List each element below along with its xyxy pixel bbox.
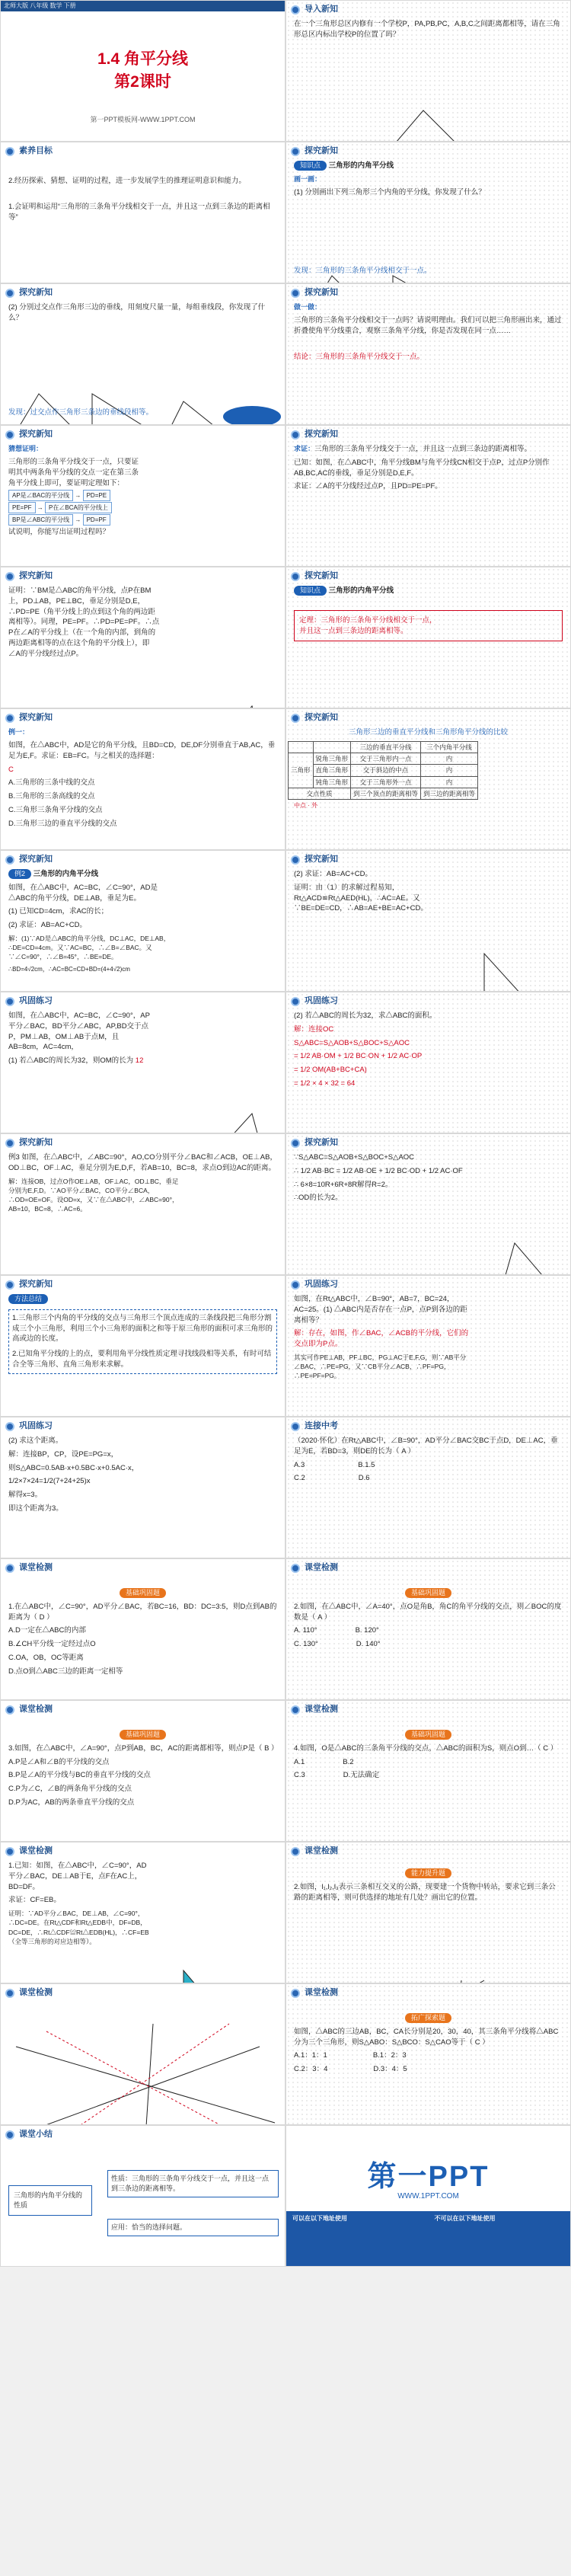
pin-icon	[291, 430, 300, 439]
triangle-figure	[286, 494, 571, 567]
question: 2.如图，l₁,l₂,l₃表示三条相互交叉的公路，现要建一个货物中转站，要求它到三条公路的距离相等，则可供选择的地址有几处？画出它的位置。	[294, 1882, 556, 1902]
slide-header: 课堂检测	[286, 1844, 570, 1859]
pin-icon	[291, 997, 300, 1006]
triangle-figure	[286, 916, 571, 992]
level-badge: 拓广探索题	[405, 2013, 451, 2023]
slide-header: 巩固练习	[286, 994, 570, 1009]
slide-fold	[286, 283, 571, 425]
triangle-figure	[286, 1205, 571, 1275]
cover-subtitle: 第2课时	[114, 73, 171, 91]
speech-bubble: 你能证明这一个结论吗？	[228, 370, 277, 384]
pin-icon	[291, 1564, 300, 1573]
question: （2020·怀化）在Rt△ABC中，∠B=90°，AD平分∠BAC交BC于点D，DE⊥AC，垂足为E，若BD=3，则DE的长为（ A ）	[294, 1437, 558, 1456]
pin-icon	[5, 430, 14, 439]
slide-method	[0, 1275, 286, 1417]
slide-header: 探究新知	[286, 569, 570, 584]
triangle-figure	[286, 1382, 571, 1417]
solution: 解：(1)∵AD是△ABC的角平分线，DC⊥AC，DE⊥AB，∴DE=CD=4cm。又∵AC=BC，∴∠B=∠BAC。又∵∠C=90°，∴∠B=45°，∴BE=DE。	[8, 934, 171, 961]
question: (1) 分别画出下列三角形三个内角的平分线，你发现了什么？	[294, 187, 486, 197]
question: 2.如图，在△ABC中，∠A=40°，点O是角B，角C的角平分线的交点，则∠BOC的度数是（ A ）	[294, 1602, 562, 1622]
slide-header: 探究新知	[1, 852, 285, 868]
pin-icon	[5, 1564, 14, 1573]
option-b: B.三角形的三条高线的交点	[8, 792, 95, 801]
slide-summary	[0, 2125, 286, 2267]
slide-header: 课堂检测	[1, 1844, 285, 1859]
slide-end	[286, 2125, 571, 2267]
solution: 解：连接OB，过点O作OE⊥AB，OF⊥AC，OD⊥BC，垂足分别为E,F,D。∵AO平分∠BAC，CO平分∠BCA，∴OD=OE=OF。设OD=x，又∵在△ABC中，∠ABC=90°，AB=10，BC=8，∴AC=6。	[8, 1177, 179, 1213]
pin-icon	[5, 1280, 14, 1290]
triangle-figure	[1, 1516, 286, 1558]
slide-header: 课堂检测	[286, 1986, 570, 2001]
theorem-line-1: 定理：三角形的三条角平分线相交于一点，	[299, 615, 437, 625]
slide-exam: 连接中考 （2020·怀化）在Rt△ABC中，∠B=90°，AD平分∠BAC交BC于点D，DE⊥AC，垂足为E，若BD=3，则DE的长为（ A ） A.3 B.1.5 C.2 D.6	[286, 1417, 571, 1558]
pin-icon	[5, 997, 14, 1006]
slide-measure	[0, 283, 286, 425]
level-badge: 基础巩固题	[120, 1730, 166, 1740]
level-badge: 基础巩固题	[405, 1588, 451, 1598]
level-badge: 能力提升题	[405, 1868, 451, 1878]
triangle-figure	[1, 539, 286, 567]
option-c: C.三角形三条角平分线的交点	[8, 805, 103, 814]
proof-text: 证明：由（1）的求解过程易知，Rt△ACD≌Rt△AED(HL)，∴AC=AE。又∵BE=DE=CD，∴AB=AE+BE=AC+CD。	[294, 883, 428, 913]
slide-header: 课堂检测	[1, 1561, 285, 1576]
triangle-figure	[1, 1216, 286, 1275]
footer: 可以在以下地址使用 不可以在以下地址使用	[286, 2211, 570, 2267]
table-title: 三角形三边的垂直平分线和三角形角平分线的比较	[348, 728, 508, 737]
slide-header: 巩固练习	[1, 994, 285, 1009]
kp-badge: 知识点	[294, 161, 327, 171]
summary-application: 应用：恰当的选择问题。	[107, 2219, 279, 2236]
question: 如图，在Rt△ABC中，∠B=90°，AB=7，BC=24，AC=25。(1) △ABC内是否存在一点P，点P到各边的距离相等？	[294, 1295, 467, 1325]
given-2: BP是∠ABC的平分线	[8, 514, 73, 526]
level-badge: 基础巩固题	[120, 1588, 166, 1598]
slide-header: 探究新知	[286, 1136, 570, 1151]
summary-property: 性质：三角形的三条角平分线交于一点，并且这一点到三条边的距离相等。	[107, 2170, 279, 2197]
slide-advanced2	[286, 1842, 571, 1983]
activity-label: 例一：	[8, 728, 30, 736]
conclusion: 结论：三角形的三条角平分线交于一点。	[294, 352, 425, 361]
method-1: 1.三角形三个内角的平分线的交点与三角形三个顶点连成的三条线段把三角形分割成三个小三角形，利用三个小三角形的面积之和等于原三角形的面积可求三角形的高或边的长度。	[12, 1313, 273, 1344]
slide-header: 素养目标	[1, 144, 285, 159]
slide-header: 探究新知	[1, 1136, 285, 1151]
slide-prove: 探究新知 求证：三角形的三条角平分线交于一点，并且这一点到三条边的距离相等。 已知：如图，在△ABC中，角平分线BM与角平分线CN相交于点P，过点P分别作AB,BC,AC的垂线，垂足分别是D,E,F。 求证：∠A的平分线经过点P，且PD=PE=PF。	[286, 425, 571, 567]
triangle-figure	[286, 1091, 571, 1133]
pin-icon	[291, 289, 300, 298]
pin-icon	[5, 714, 14, 723]
question: 1.已知：如图，在△ABC中，∠C=90°，AD平分∠BAC，DE⊥AB于E，点F在AC上，BD=DF。	[8, 1862, 147, 1891]
given-1: AP是∠BAC的平分线	[8, 490, 73, 501]
roads-figure	[286, 1904, 571, 1983]
slide-header: 巩固练习	[286, 1277, 570, 1293]
slide-example3-b: 探究新知 ∵S△ABC=S△AOB+S△BOC+S△AOC ∴ 1/2 AB·BC = 1/2 AB·OE + 1/2 BC·OD + 1/2 AC·OF ∴ 6×8=10R+6R+8R解得R=2。 ∴OD的长为2。	[286, 1133, 571, 1275]
slide-cover	[0, 0, 286, 142]
triangle-figure	[286, 1782, 571, 1842]
finding: 发现：三角形的三条角平分线相交于一点。	[294, 267, 432, 275]
pin-icon	[5, 289, 14, 298]
pin-icon	[5, 1847, 14, 1856]
question: 如图，在△ABC中，AC=BC，∠C=90°，AP平分∠BAC，BD平分∠ABC，AP,BD交于点P，PM⊥AB，OM⊥AB于点M，且AB=8cm，AC=4cm，	[8, 1012, 150, 1052]
pin-icon	[5, 1705, 14, 1715]
answer: C	[8, 765, 14, 774]
proof-text: 证明：∵AD平分∠BAC，DE⊥AB，∠C=90°，∴DC=DE。在Rt△CDF和Rt△EDB中，DF=DB，DC=DE，∴Rt△CDF≌Rt△EDB(HL)，∴CF=EB（全等三角形的对应边相等）。	[8, 1910, 149, 1945]
slide-header: 课堂检测	[286, 1702, 570, 1718]
slide-header: 导入新知	[286, 2, 570, 18]
slide-header: 探究新知	[1, 427, 285, 443]
pin-icon	[291, 1847, 300, 1856]
question: (2) 分别过交点作三角形三边的垂线，用刻度尺量一量，每组垂线段，你发现了什么？	[8, 303, 266, 322]
slide-draw	[286, 142, 571, 283]
slide-header: 探究新知	[286, 711, 570, 726]
slide-header: 连接中考	[286, 1419, 570, 1434]
triangle-figure	[1, 1068, 286, 1133]
proof-text: 证明：∵BM是△ABC的角平分线，点P在BM上，PD⊥AB，PE⊥BC，垂足分别是D,E，∴PD=PE（角平分线上的点到这个角的两边距离相等）。同理，PE=PF。∴PD=PE=PF。∴点P在∠A的平分线上（在一个角的内部，到角的两边距离相等的点在这个角的平分线上），即∠A的平分线经过点P。	[8, 586, 160, 658]
option-a: A.三角形的三条中线的交点	[8, 778, 95, 788]
slide-header: 探究新知	[1, 711, 285, 726]
finding: 发现：过交点作三角形三条边的垂线段相等。	[8, 408, 154, 417]
slide-example3	[0, 1133, 286, 1275]
activity-label: 猜想证明：	[8, 445, 43, 452]
slide-header: 探究新知	[286, 427, 570, 443]
solution: 解：存在，如图，作∠BAC，∠ACB的平分线，它们的交点即为P点。	[294, 1329, 469, 1349]
slide-header: 巩固练习	[1, 1419, 285, 1434]
slide-practice2: 巩固练习 如图，在Rt△ABC中，∠B=90°，AB=7，BC=24，AC=25。(1) △ABC内是否存在一点P，点P到各边的距离相等？ 解：存在，如图，作∠BAC，∠ACB的平分线，它们的交点即为P点。 其实可作PE⊥AB，PF⊥BC，PG⊥AC于E,F,G，则∵AB平分∠BAC，∴PE=PG，又∵CB平分∠ACB，∴PF=PG，∴PE=PF=PG。	[286, 1275, 571, 1417]
activity-label: 画一画：	[294, 174, 322, 183]
question: 如图，在△ABC中，AC=BC，∠C=90°，AD是△ABC的角平分线，DE⊥AB，垂足为E。	[8, 883, 158, 903]
pin-icon	[291, 1989, 300, 1998]
pin-icon	[5, 147, 14, 156]
slide-header: 探究新知	[286, 144, 570, 159]
compare-table: 三边的垂直平分线 三个内角平分线 三角形 锐角三角形 交于三角形内一点 内 直角三角形 交于斜边的中点 内 钝角三角形 交于三角形外一点 内 交点性质 到三个顶点的距离相等 到三边的距离相等	[288, 741, 478, 801]
slide-check3: 课堂检测 基础巩固题 3.如图，在△ABC中，∠A=90°，点P到AB，BC，AC的距离都相等，则点P是（ B ） A.P是∠A和∠B的平分线的交点 B.P是∠A的平分线与BC的垂直平分线的交点 C.P为∠C，∠B的两条角平分线的交点 D.P为AC，AB的两条垂直平分线的交点	[0, 1700, 286, 1842]
triangle-figure	[286, 42, 571, 142]
pin-icon	[291, 1705, 300, 1715]
pin-icon	[291, 572, 300, 581]
question: 1.在△ABC中，∠C=90°，AD平分∠BAC，若BC=16，BD：DC=3:5，则D点到AB的距离为（ D ）	[8, 1602, 277, 1622]
speech-bubble: 怎样证明这个结论呢？	[504, 395, 557, 400]
slide-text: 在一个三角形总区内修有一个学校P，PA,PB,PC，A,B,C之间距离都相等，请在三角形总区内标出学校P的位置了吗？	[294, 20, 560, 39]
goal-1: 1.会证明和运用“三角形的三条角平分线相交于一点，并且这一点到三条边的距离相等”	[8, 202, 270, 222]
prove-statement: 三角形的三条角平分线交于一点，并且这一点到三条边的距离相等。	[314, 445, 532, 453]
brand-logo: 第一PPT	[367, 2161, 490, 2193]
pin-icon	[5, 1139, 14, 1148]
slide-header: 探究新知	[1, 1277, 285, 1293]
slide-example1	[0, 708, 286, 850]
slide-header: 课堂小结	[1, 2127, 285, 2143]
answer: 12	[135, 1056, 144, 1066]
slide-header: 探究新知	[286, 852, 570, 868]
triangle-figure	[1, 975, 286, 992]
pin-icon	[291, 714, 300, 723]
brand-url: WWW.1PPT.COM	[397, 2192, 459, 2200]
conclusion-box: P在∠BCA的平分线上	[45, 502, 112, 513]
triangle-figure	[286, 1485, 571, 1558]
pin-icon	[5, 1989, 14, 1998]
slide-practice1-b: 巩固练习 (2) 若△ABC的周长为32，求△ABC的面积。 解：连接OC S△ABC=S△AOB+S△BOC+S△AOC = 1/2 AB·OM + 1/2 BC·ON + 1/2 AC·OP = 1/2 OM(AB+BC+CA) = 1/2 × 4 × 32 = 64	[286, 992, 571, 1133]
slide-goals	[0, 142, 286, 283]
kp-title: 三角形的内角平分线	[328, 161, 394, 170]
question: 3.如图，在△ABC中，∠A=90°，点P到AB，BC，AC的距离都相等，则点P是（ B ）	[8, 1743, 279, 1753]
pin-icon	[5, 572, 14, 581]
slide-advanced1: 课堂检测 1.已知：如图，在△ABC中，∠C=90°，AD平分∠BAC，DE⊥AB于E，点F在AC上，BD=DF。 求证：CF=EB。 证明：∵AD平分∠BAC，DE⊥AB，∠C=90°，∴DC=DE。在Rt△CDF和Rt△EDB中，DF=DB，DC=DE，∴Rt△CDF≌Rt△EDB(HL)，∴CF=EB（全等三角形的对应边相等）。	[0, 1842, 286, 1983]
goal-2: 2.经历探索、猜想、证明的过程，进一步发展学生的推理证明意识和能力。	[8, 177, 246, 185]
question: 4.如图，O是△ABC的三条角平分线的交点，△ABC的面积为S，则点O到…（ C ）	[294, 1743, 558, 1753]
question: 如图，△ABC的三边AB，BC，CA长分别是20，30，40，其三条角平分线将△ABC分为三个三角形，则S△ABO：S△BCO：S△CAO等于（ C ）	[294, 2027, 559, 2047]
theorem-line-2: 并且这一点到三条边的距离相等。	[299, 626, 408, 635]
triangle-figure	[1, 660, 286, 708]
slide-example2: 探究新知 例2 三角形的内角平分线 如图，在△ABC中，AC=BC，∠C=90°，AD是△ABC的角平分线，DE⊥AB，垂足为E。 (1) 已知CD=4cm，求AC的长； (2) 求证：AB=AC+CD。 解：(1)∵AD是△ABC的角平分线，DC⊥AC，DE⊥AB，∴DE=CD=4cm。又∵AC=BC，∴∠B=∠BAC。又∵∠C=90°，∴∠B=45°，∴BE=DE。 ∴BD=4√2cm，∴AC=BC=CD+BD=(4+4√2)cm	[0, 850, 286, 992]
prompt: 试说明，你能写出证明过程吗？	[8, 528, 110, 537]
triangle-figure	[1, 1948, 286, 1983]
slide-practice1: 巩固练习 如图，在△ABC中，AC=BC，∠C=90°，AP平分∠BAC，BD平分∠ABC，AP,BD交于点P，PM⊥AB，OM⊥AB于点M，且AB=8cm，AC=4cm， (1) 若△ABC的周长为32，则OM的长为 12	[0, 992, 286, 1133]
slide-header: 探究新知	[286, 286, 570, 301]
pin-icon	[291, 1422, 300, 1431]
method-2: 2.已知角平分线的上的点，要利用角平分线性质定理寻找线段相等关系，有时可结合全等三角形、直角三角形来求解。	[12, 1350, 272, 1369]
pin-icon	[5, 855, 14, 865]
cover-title: 1.4 角平分线	[97, 50, 189, 68]
slide-text: 三角形的三条角平分线交于一点，只要证明其中两条角平分线的交点一定在第三条角平分线上即可，要证明定理如下：	[8, 458, 139, 487]
slide-check1: 课堂检测 基础巩固题 1.在△ABC中，∠C=90°，AD平分∠BAC，若BC=16，BD：DC=3:5，则D点到AB的距离为（ D ） A.D一定在△ABC的内部 B.∠CH平分线一定经过点O C.OA，OB，OC等距离 D.点O到△ABC三边的距离一定相等	[0, 1558, 286, 1700]
slide-practice2-b: 巩固练习 (2) 求这个距离。 解：连接BP，CP，设PE=PG=x， 则S△ABC=0.5AB·x+0.5BC·x+0.5AC·x， 1/2×7×24=1/2(7+24+25)x 解得x=3。 即这个距离为3。	[0, 1417, 286, 1558]
kp-title: 三角形的内角平分线	[328, 586, 394, 595]
option-d: D.三角形三边的垂直平分线的交点	[8, 819, 117, 828]
slide-theorem	[286, 567, 571, 708]
slide-header: 探究新知	[1, 286, 285, 301]
cover-source: 第一PPT模板网-WWW.1PPT.COM	[90, 116, 196, 123]
given: 已知：如图，在△ABC中，角平分线BM与角平分线CN相交于点P，过点P分别作AB,BC,AC的垂线，垂足分别是D,E,F。	[294, 458, 550, 478]
topbar: 北师大版 八年级 数学 下册	[1, 1, 285, 11]
slide-header: 课堂检测	[286, 1561, 570, 1576]
slide-check2: 课堂检测 基础巩固题 2.如图，在△ABC中，∠A=40°，点O是角B，角C的角平分线的交点，则∠BOC的度数是（ A ） A. 110° B. 120° C. 130° D. 140°	[286, 1558, 571, 1700]
slide-intro	[286, 0, 571, 142]
kp-badge: 知识点	[294, 586, 327, 596]
slide-header: 课堂检测	[1, 1702, 285, 1718]
pin-icon	[291, 1139, 300, 1148]
slide-header: 探究新知	[1, 569, 285, 584]
slide-text: 三角形的三条角平分线相交于一点吗？请说明理由。我们可以把三角形画出来，通过折叠使角平分线重合，观察三条角平分线，你是否发现在同一点……	[294, 316, 562, 335]
pin-icon	[291, 1280, 300, 1290]
pin-icon	[5, 2130, 14, 2140]
pin-icon	[291, 855, 300, 865]
slide-header: 课堂检测	[1, 1986, 285, 2001]
method-badge: 方法总结	[8, 1294, 48, 1304]
slide-proof	[0, 567, 286, 708]
triangle-figure	[286, 1651, 571, 1700]
pin-icon	[5, 1422, 14, 1431]
pin-icon	[291, 147, 300, 156]
slide-advanced2-b	[0, 1983, 286, 2125]
question: 例3 如图，在△ABC中，∠ABC=90°，AO,CO分别平分∠BAC和∠ACB，OE⊥AB，OD⊥BC，OF⊥AC，垂足分别为E,D,F，若AB=10，BC=8，求点O到边AC的距离。	[8, 1153, 277, 1172]
level-badge: 基础巩固题	[405, 1730, 451, 1740]
slide-check4: 课堂检测 基础巩固题 4.如图，O是△ABC的三条角平分线的交点，△ABC的面积为S，则点O到…（ C ） A.1 B.2 C.3 D.无法确定	[286, 1700, 571, 1842]
summary-topic: 三角形的内角平分线的性质	[8, 2185, 92, 2216]
slide-conjecture: 探究新知 猜想证明： 三角形的三条角平分线交于一点，只要证明其中两条角平分线的交点一定在第三条角平分线上即可，要证明定理如下： AP是∠BAC的平分线 → PD=PE PE=PF → P在∠BCA的平分线上 BP是∠ABC的平分线 → PD=PF 试说明，你能写出证明过程吗？	[0, 425, 286, 567]
to-prove: 求证：∠A的平分线经过点P，且PD=PE=PF。	[294, 482, 442, 491]
slide-example2-b: 探究新知 (2) 求证：AB=AC+CD。 证明：由（1）的求解过程易知，Rt△ACD≌Rt△AED(HL)，∴AC=AE。又∵BE=DE=CD，∴AB=AE+BE=AC+CD。	[286, 850, 571, 992]
roads-solution-figure	[1, 2001, 286, 2125]
activity-label: 做一做：	[294, 303, 322, 311]
question: 如图，在△ABC中，AD是它的角平分线，且BD=CD，DE,DF分别垂直于AB,AC，垂足为E,F。求证：EB=FC。与之相关的选择题：	[8, 741, 276, 760]
pin-icon	[291, 5, 300, 14]
slide-compare: 探究新知 三角形三边的垂直平分线和三角形角平分线的比较 三边的垂直平分线 三个内角平分线 三角形 锐角三角形 交于三角形内一点 内 直角三角形 交于斜边的中点 内 钝角三角形 交于三角形外一点 内 交点性质 到三个顶点的距离相等 到三边的距离相等 中点 · 外	[286, 708, 571, 850]
slide-extend: 课堂检测 拓广探索题 如图，△ABC的三边AB，BC，CA长分别是20，30，40，其三条角平分线将△ABC分为三个三角形，则S△ABO：S△BCO：S△CAO等于（ C ） A.1：1：1 B.1：2：3 C.2：3：4 D.3：4：5	[286, 1983, 571, 2125]
